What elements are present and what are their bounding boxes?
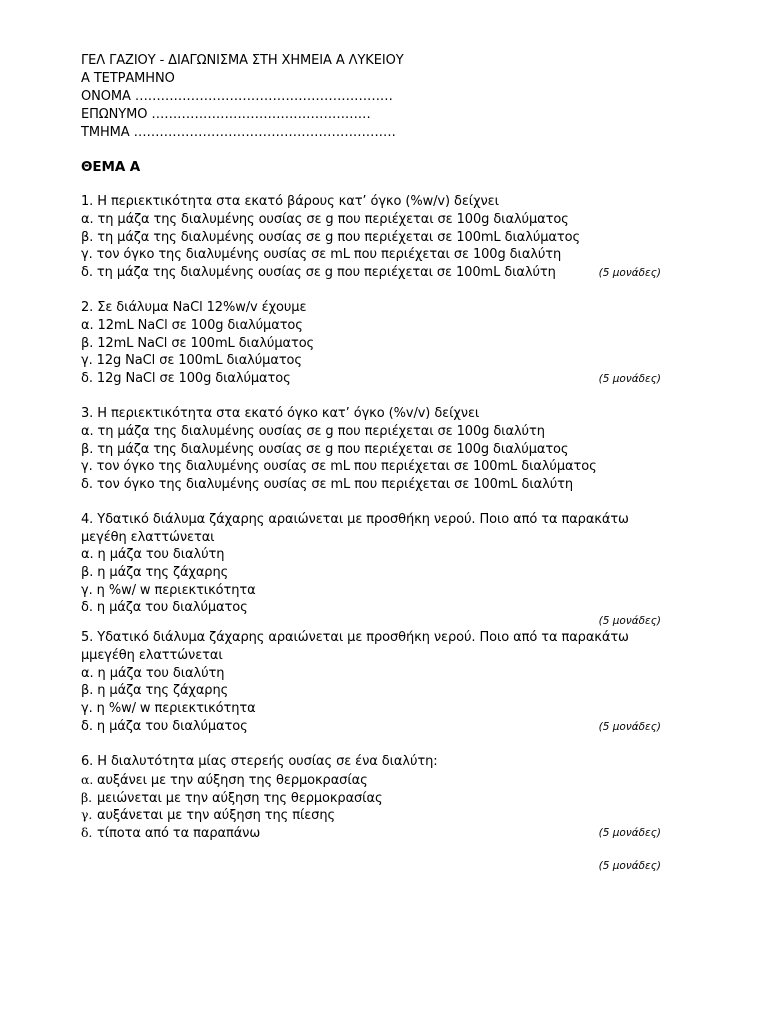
q6-text-d: τίποτα από τα παραπάνω bbox=[97, 826, 261, 841]
q6-text-c: αυξάνεται με την αύξηση της πίεσης bbox=[97, 808, 335, 823]
q6-stem: 6. Η διαλυτότητα μίας στερεής ουσίας σε ένα διαλύτη: bbox=[81, 754, 438, 769]
surname-field: ΕΠΩΝΥΜΟ …………………………………………… bbox=[81, 107, 371, 122]
q1-points: (5 μονάδες) bbox=[598, 267, 661, 279]
section-title: ΘΕΜΑ Α bbox=[81, 159, 141, 175]
q5-option-b: β. η μάζα της ζάχαρης bbox=[81, 683, 229, 698]
q4-option-a: α. η μάζα του διαλύτη bbox=[81, 547, 225, 562]
q6-text-b: μειώνεται με την αύξηση της θερμοκρασίας bbox=[97, 791, 383, 806]
q3-option-c: γ. τον όγκο της διαλυμένης ουσίας σε mL που περιέχεται σε 100mL διαλύματος bbox=[81, 459, 597, 474]
q4-stem-cont: μεγέθη ελαττώνεται bbox=[81, 530, 215, 545]
q6-letter-c: γ. bbox=[81, 807, 93, 822]
q2-option-a: α. 12mL NaCl σε 100g διαλύματος bbox=[81, 318, 303, 333]
q1-option-c: γ. τον όγκο της διαλυμένης ουσίας σε mL που περιέχεται σε 100g διαλύτη bbox=[81, 247, 562, 262]
q2-option-c: γ. 12g NaCl σε 100mL διαλύματος bbox=[81, 353, 302, 368]
q5-option-c: γ. η %w/ w περιεκτικότητα bbox=[81, 701, 256, 716]
q6-option-b bbox=[81, 789, 383, 807]
q2-points: (5 μονάδες) bbox=[598, 373, 661, 385]
q4-option-b: β. η μάζα της ζάχαρης bbox=[81, 565, 229, 580]
class-field: ΤΜΗΜΑ ……………………………………………………. bbox=[81, 125, 396, 140]
q5-stem-cont: μμεγέθη ελαττώνεται bbox=[81, 648, 223, 663]
q4-stem: 4. Υδατικό διάλυμα ζάχαρης αραιώνεται με προσθήκη νερού. Ποιο από τα παρακάτω bbox=[81, 512, 629, 527]
q5-option-d: δ. η μάζα του διαλύματος bbox=[81, 719, 248, 734]
q3-option-b: β. τη μάζα της διαλυμένης ουσίας σε g που περιέχεται σε 100g διαλύματος bbox=[81, 442, 569, 457]
q2-option-d: δ. 12g NaCl σε 100g διαλύματος bbox=[81, 371, 291, 386]
q6-option-d bbox=[81, 824, 260, 842]
q6-points-extra: (5 μονάδες) bbox=[598, 860, 661, 872]
q6-option-c bbox=[81, 806, 335, 824]
q2-stem: 2. Σε διάλυμα NaCl 12%w/v έχουμε bbox=[81, 300, 307, 315]
name-field: ΟΝΟΜΑ …………………………………………………… bbox=[81, 89, 393, 104]
q5-stem: 5. Υδατικό διάλυμα ζάχαρης αραιώνεται με προσθήκη νερού. Ποιο από τα παρακάτω bbox=[81, 630, 629, 645]
q3-stem: 3. Η περιεκτικότητα στα εκατό όγκο κατ’ όγκο (%v/v) δείχνει bbox=[81, 406, 480, 421]
q6-text-a: αυξάνει με την αύξηση της θερμοκρασίας bbox=[97, 773, 368, 788]
q6-option-a bbox=[81, 771, 368, 789]
q1-option-b: β. τη μάζα της διαλυμένης ουσίας σε g που περιέχεται σε 100mL διαλύματος bbox=[81, 230, 580, 245]
q5-points: (5 μονάδες) bbox=[598, 721, 661, 733]
q5-option-a: α. η μάζα του διαλύτη bbox=[81, 666, 225, 681]
exam-title: ΓΕΛ ΓΑΖΙΟΥ - ΔΙΑΓΩΝΙΣΜΑ ΣΤΗ ΧΗΜΕΙΑ Α ΛΥΚΕΙΟΥ bbox=[81, 53, 404, 68]
q4-option-c: γ. η %w/ w περιεκτικότητα bbox=[81, 583, 256, 598]
q6-points: (5 μονάδες) bbox=[598, 827, 661, 839]
q6-letter-b: β. bbox=[81, 790, 92, 805]
exam-term: Α ΤΕΤΡΑΜΗΝΟ bbox=[81, 71, 175, 86]
q1-option-a: α. τη μάζα της διαλυμένης ουσίας σε g που περιέχεται σε 100g διαλύματος bbox=[81, 212, 569, 227]
q1-stem: 1. Η περιεκτικότητα στα εκατό βάρους κατ’ όγκο (%w/v) δείχνει bbox=[81, 194, 499, 209]
q6-letter-d: δ. bbox=[81, 825, 93, 840]
q2-option-b: β. 12mL NaCl σε 100mL διαλύματος bbox=[81, 336, 315, 351]
q3-option-a: α. τη μάζα της διαλυμένης ουσίας σε g που περιέχεται σε 100g διαλύτη bbox=[81, 424, 545, 439]
q1-option-d: δ. τη μάζα της διαλυμένης ουσίας σε g που περιέχεται σε 100mL διαλύτη bbox=[81, 265, 556, 280]
q4-option-d: δ. η μάζα του διαλύματος bbox=[81, 600, 248, 615]
q3-option-d: δ. τον όγκο της διαλυμένης ουσίας σε mL που περιέχεται σε 100mL διαλύτη bbox=[81, 477, 573, 492]
q6-letter-a: α. bbox=[81, 772, 94, 787]
q4-points: (5 μονάδες) bbox=[598, 615, 661, 627]
